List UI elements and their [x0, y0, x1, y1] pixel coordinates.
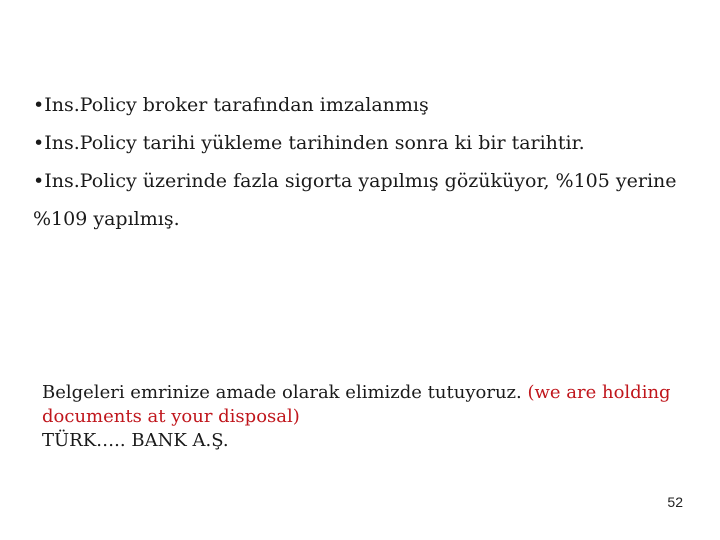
- closing-sentence: [42, 381, 682, 429]
- closing-english-translation: (we are holding documents at your disposal): [42, 382, 671, 427]
- bullet-list: [33, 86, 703, 238]
- bullet-item-broker-signature: •Ins.Policy broker tarafından imzalanmış: [33, 94, 429, 116]
- page-number: 52: [667, 494, 683, 510]
- closing-statement: [42, 381, 682, 453]
- bank-signature: TÜRK….. BANK A.Ş.: [42, 430, 229, 451]
- bullet-item-policy-date: •Ins.Policy tarihi yükleme tarihinden sonra ki bir tarihtir.: [33, 132, 585, 154]
- bullet-item-over-insurance: •Ins.Policy üzerinde fazla sigorta yapılmış gözüküyor, %105 yerine %109 yapılmış.: [33, 170, 677, 230]
- closing-turkish-text: Belgeleri emrinize amade olarak elimizde tutuyoruz.: [42, 382, 522, 403]
